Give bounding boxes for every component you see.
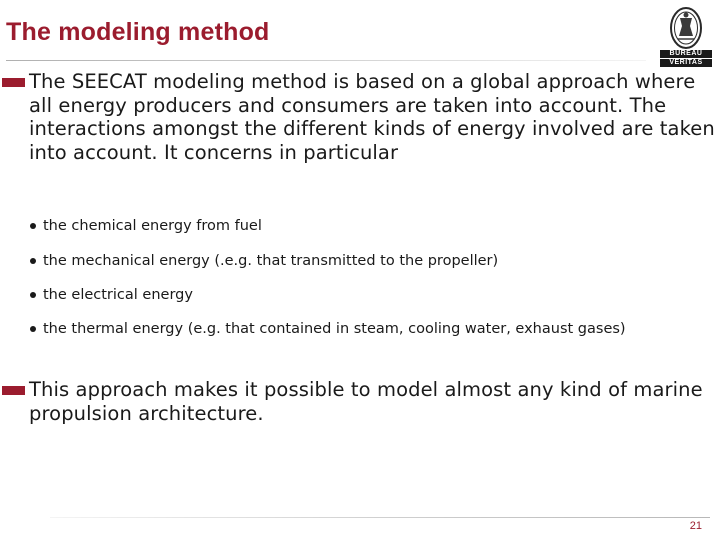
intro-paragraph-text: The SEECAT modeling method is based on a global approach where all energy producers and consumers are taken into account. The interactions amongst the different kinds of energy involved are taken into account. It concerns in particular [29,70,715,164]
logo-emblem-icon [660,6,712,50]
bullet-item [43,252,703,270]
bullet-item [43,320,703,338]
closing-paragraph-text: This approach makes it possible to model almost any kind of marine propulsion architecture. [29,378,703,425]
paragraph-marker [2,386,25,395]
bureau-veritas-logo [660,6,712,64]
logo-text-veritas: VERITAS [660,59,712,67]
bullet-dot-icon [30,258,36,264]
logo-text-bureau: BUREAU [660,50,712,58]
slide-title: The modeling method [6,18,270,46]
bullet-text: the chemical energy from fuel [43,218,262,234]
title-divider [6,60,646,61]
bullet-item [43,286,703,304]
closing-paragraph [29,378,719,425]
intro-paragraph [29,70,719,164]
bullet-text: the thermal energy (e.g. that contained in steam, cooling water, exhaust gases) [43,321,626,337]
bullet-dot-icon [30,223,36,229]
bullet-text: the electrical energy [43,287,193,303]
page-number: 21 [689,520,702,532]
footer-divider [50,517,710,518]
bullet-dot-icon [30,326,36,332]
bullet-item [43,217,703,235]
paragraph-marker [2,78,25,87]
bullet-dot-icon [30,292,36,298]
bullet-text: the mechanical energy (.e.g. that transmitted to the propeller) [43,253,499,269]
